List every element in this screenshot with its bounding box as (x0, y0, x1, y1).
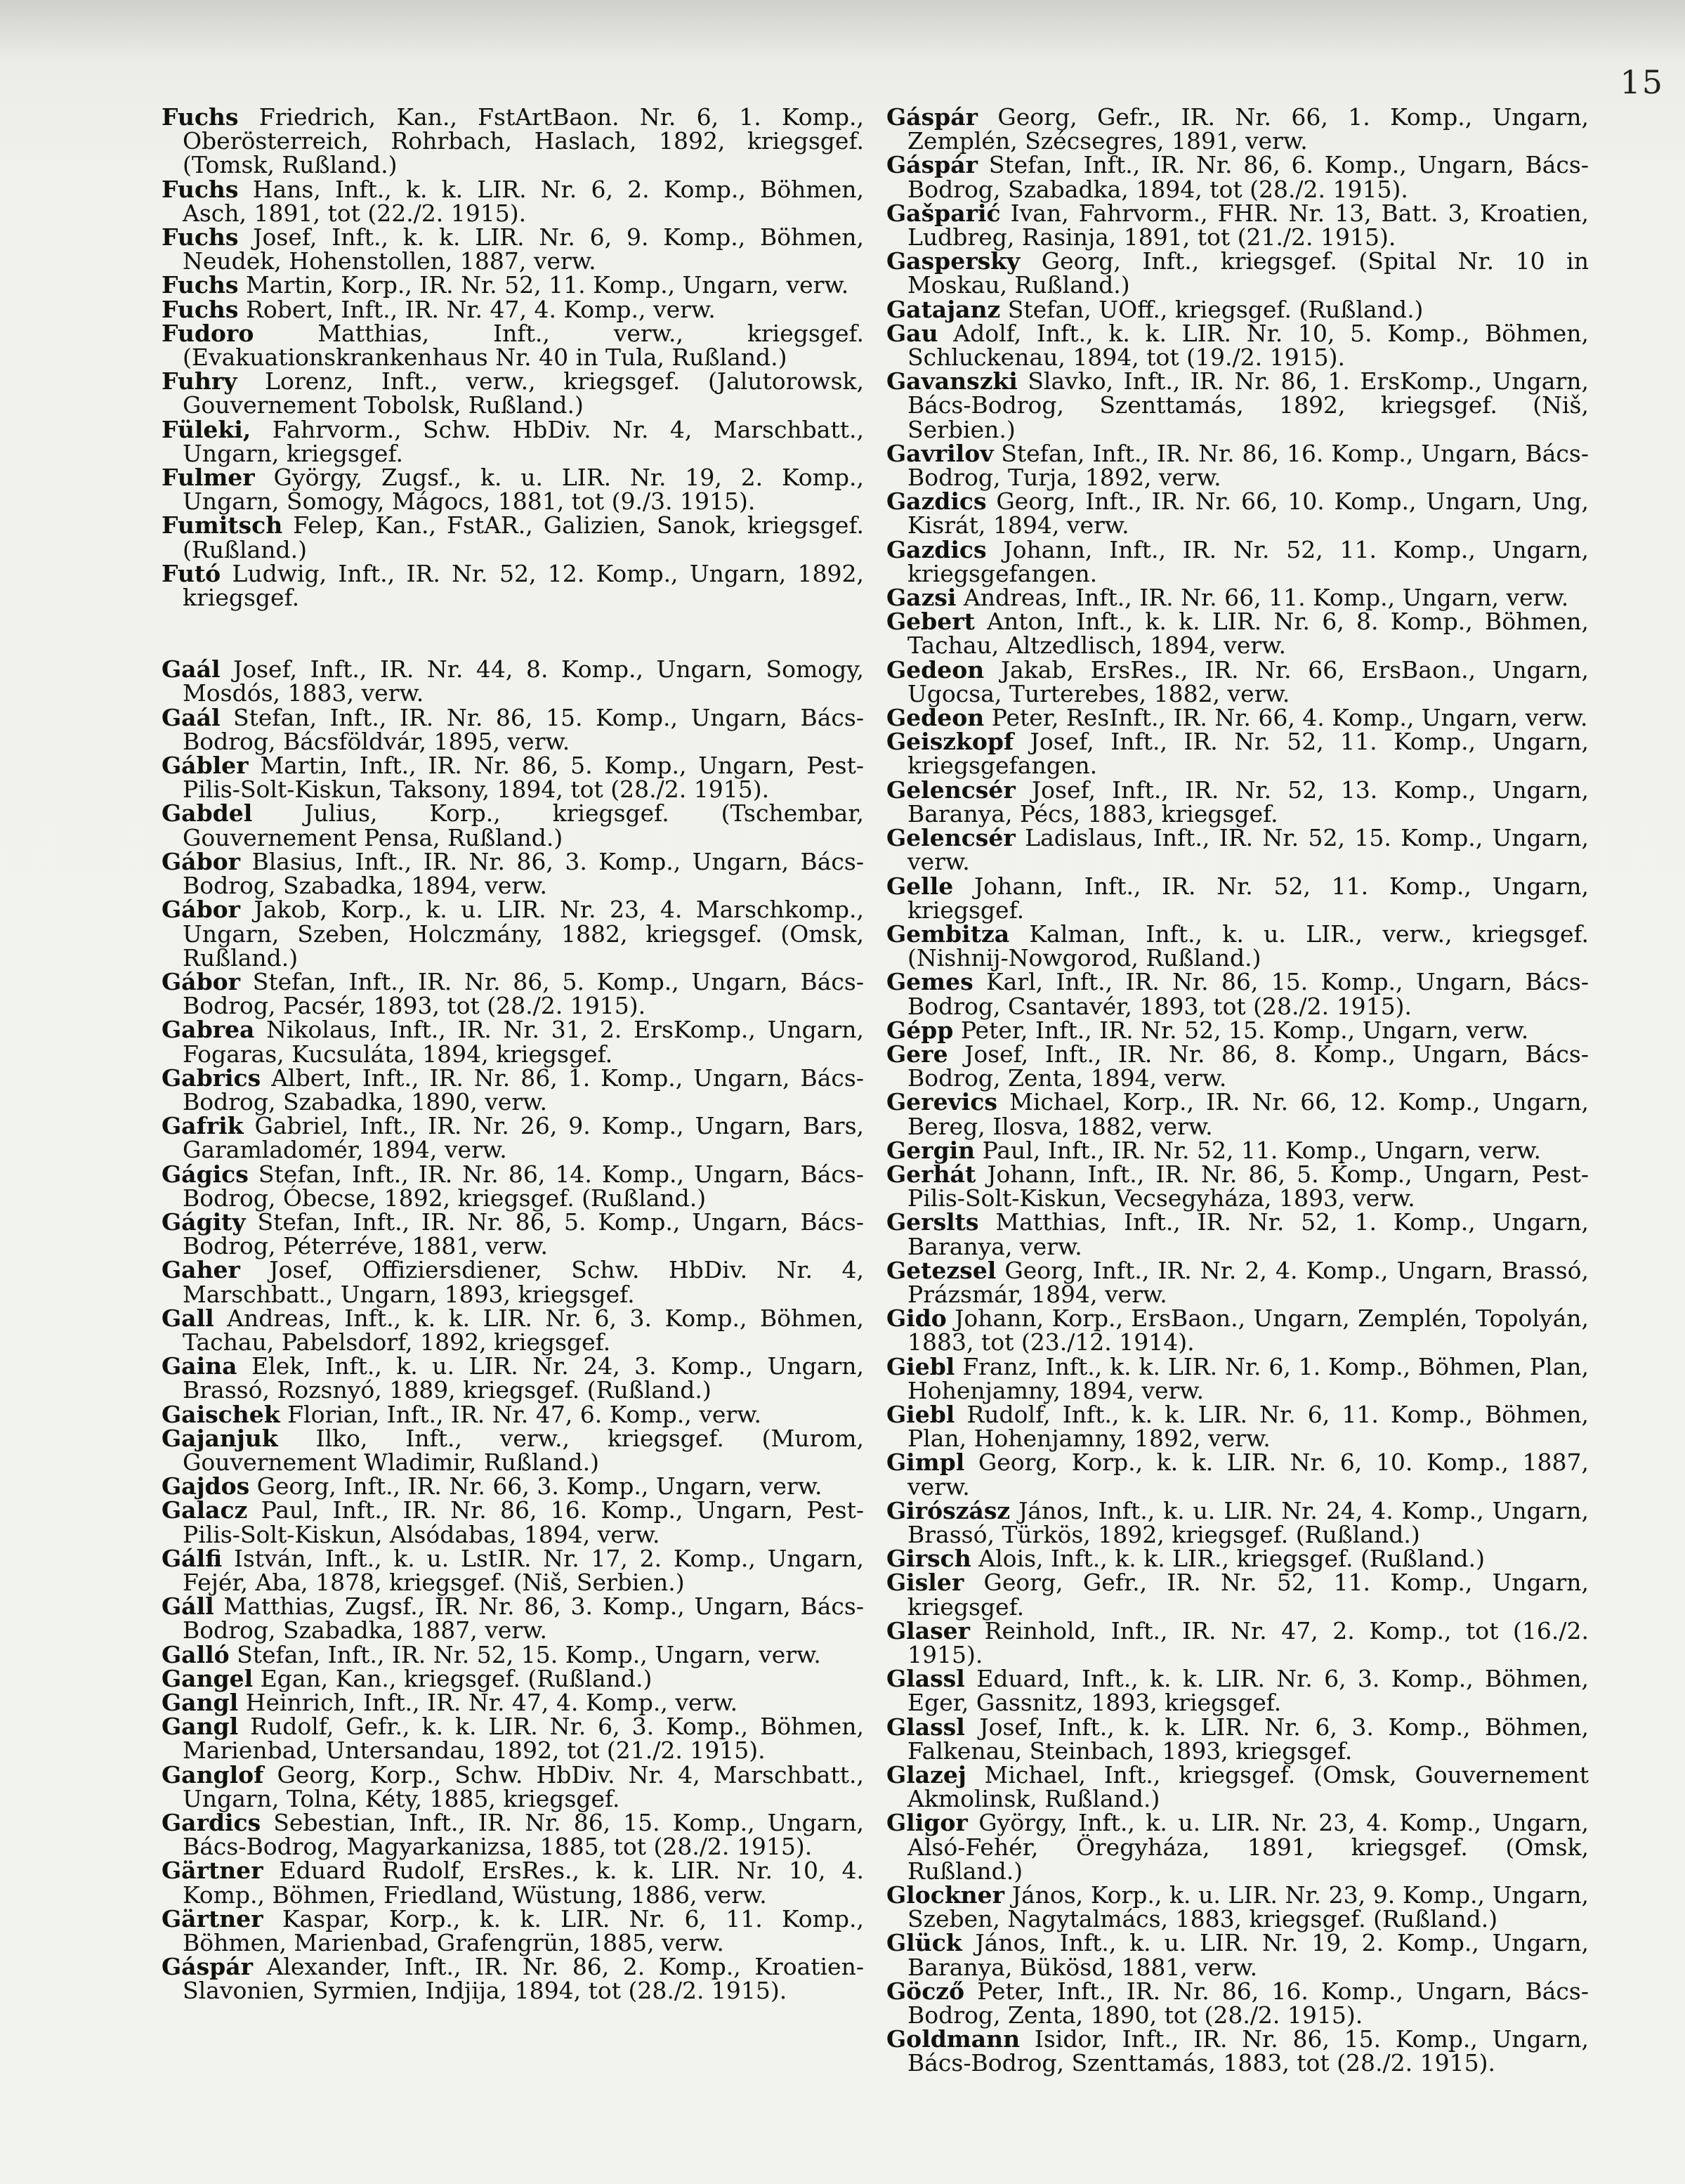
entry-surname: Gemes (886, 968, 973, 996)
register-entry (886, 1883, 1589, 1931)
entry-details: Jakab, ErsRes., IR. Nr. 66, ErsBaon., Ungarn, Ugocsa, Turterebes, 1882, verw. (907, 655, 1589, 707)
entry-details: Josef, Inft., IR. Nr. 86, 8. Komp., Ungarn, Bács-Bodrog, Zenta, 1894, verw. (907, 1040, 1589, 1092)
register-entry (162, 703, 864, 755)
entry-details: Martin, Korp., IR. Nr. 52, 11. Komp., Ungarn, verw. (238, 271, 849, 299)
register-entry (886, 1304, 1589, 1356)
entry-surname: Fuchs (162, 175, 239, 203)
entry-surname: Galló (162, 1640, 230, 1668)
entry-details: Josef, Inft., k. k. LIR. Nr. 6, 3. Komp., Böhmen, Falkenau, Steinbach, 1893, kriegsgef. (907, 1713, 1589, 1765)
entry-details: Stefan, Inft., IR. Nr. 86, 6. Komp., Ungarn, Bács-Bodrog, Szabadka, 1894, tot (28./2. 1915). (907, 151, 1589, 203)
entry-surname: Glück (886, 1929, 962, 1957)
entry-surname: Gelencsér (886, 776, 1016, 804)
entry-surname: Gazdics (886, 535, 987, 563)
entry-surname: Glassl (886, 1665, 965, 1693)
entry-details: Eduard Rudolf, ErsRes., k. k. LIR. Nr. 10, 4. Komp., Böhmen, Friedland, Wüstung, 1886, verw. (183, 1857, 864, 1909)
register-entry (886, 826, 1589, 874)
page-number: 15 (1620, 63, 1664, 101)
entry-details: Franz, Inft., k. k. LIR. Nr. 6, 1. Komp., Böhmen, Plan, Hohenjamny, 1894, verw. (907, 1352, 1589, 1404)
register-entry (162, 1811, 864, 1859)
register-entry (162, 1354, 864, 1402)
entry-details: Blasius, Inft., IR. Nr. 86, 3. Komp., Ungarn, Bács-Bodrog, Szabadka, 1894, verw. (183, 847, 864, 900)
entry-details: Jakob, Korp., k. u. LIR. Nr. 23, 4. Marschkomp., Ungarn, Szeben, Holczmány, 1882, kriegsgef. (Omsk, Rußland.) (183, 896, 864, 972)
register-entry (886, 1811, 1589, 1883)
entry-surname: Gido (886, 1304, 947, 1333)
entry-details: Georg, Inft., IR. Nr. 2, 4. Komp., Ungarn, Brassó, Prázsmár, 1894, verw. (907, 1256, 1589, 1308)
entry-surname: Fulmer (162, 464, 255, 492)
entry-details: Heinrich, Inft., IR. Nr. 47, 4. Komp., verw. (238, 1689, 738, 1716)
register-entry (162, 655, 864, 707)
register-entry (162, 1474, 864, 1498)
register-entry (886, 1400, 1589, 1453)
entry-surname: Getezsel (886, 1256, 997, 1284)
entry-details: Paul, Inft., IR. Nr. 52, 11. Komp., Ungarn, verw. (975, 1136, 1542, 1164)
entry-surname: Geiszkopf (886, 728, 1014, 756)
entry-details: Rudolf, Gefr., k. k. LIR. Nr. 6, 3. Komp., Böhmen, Marienbad, Untersandau, 1892, tot (21./2. 1915). (183, 1713, 864, 1765)
register-entry (162, 847, 864, 900)
entry-details: Johann, Korp., ErsBaon., Ungarn, Zemplén, Topolyán, 1883, tot (23./12. 1914). (907, 1304, 1589, 1356)
entry-details: Egan, Kan., kriegsgef. (Rußland.) (253, 1664, 653, 1692)
entry-details: Hans, Inft., k. k. LIR. Nr. 6, 2. Komp., Böhmen, Asch, 1891, tot (22./2. 1915). (183, 175, 864, 227)
entry-details: Josef, Offiziersdiener, Schw. HbDiv. Nr. 4, Marschbatt., Ungarn, 1893, kriegsgef. (183, 1256, 864, 1308)
register-entry (162, 1595, 864, 1642)
register-entry (886, 872, 1589, 924)
section-gap (162, 610, 864, 658)
entry-surname: Gazsi (886, 584, 957, 612)
register-entry (886, 1763, 1589, 1811)
entry-surname: Gavanszki (886, 367, 1018, 395)
register-entry (886, 367, 1589, 443)
register-entry (162, 1859, 864, 1907)
entry-details: Matthias, Inft., verw., kriegsgef. (Evakuationskrankenhaus Nr. 40 in Tula, Rußland.) (183, 319, 864, 372)
register-entry (886, 706, 1589, 730)
register-entry (886, 1931, 1589, 1979)
entry-surname: Gau (886, 319, 938, 347)
entry-surname: Gábler (162, 752, 249, 780)
entry-details: János, Inft., k. u. LIR. Nr. 24, 4. Komp., Ungarn, Brassó, Türkös, 1892, kriegsgef. (Rußland.) (907, 1496, 1589, 1548)
entry-details: Ludwig, Inft., IR. Nr. 52, 12. Komp., Ungarn, 1892, kriegsgef. (183, 559, 864, 612)
register-entry (162, 1760, 864, 1812)
entry-details: Elek, Inft., k. u. LIR. Nr. 24, 3. Komp., Ungarn, Brassó, Rozsnyó, 1889, kriegsgef. (Rußland.) (183, 1352, 864, 1404)
entry-surname: Gabdel (162, 799, 253, 828)
entry-details: Georg, Inft., IR. Nr. 66, 10. Komp., Ungarn, Ung, Kisrát, 1894, verw. (907, 488, 1589, 540)
entry-surname: Gábor (162, 967, 241, 995)
register-entry (162, 1066, 864, 1114)
register-entry (886, 1667, 1589, 1715)
entry-details: Peter, Inft., IR. Nr. 52, 15. Komp., Ungarn, verw. (953, 1016, 1529, 1044)
register-entry (886, 1547, 1589, 1571)
register-entry (162, 415, 864, 467)
register-entry (886, 1042, 1589, 1090)
entry-details: Julius, Korp., kriegsgef. (Tschembar, Gouvernement Pensa, Rußland.) (183, 799, 864, 851)
register-entry (162, 1664, 864, 1692)
entry-surname: Gligor (886, 1809, 968, 1837)
entry-surname: Futó (162, 559, 221, 587)
entry-details: Albert, Inft., IR. Nr. 86, 1. Komp., Ungarn, Bács-Bodrog, Szabadka, 1890, verw. (183, 1064, 864, 1116)
entry-details: Georg, Korp., Schw. HbDiv. Nr. 4, Marschbatt., Ungarn, Tolna, Kéty, 1885, kriegsgef. (183, 1760, 864, 1812)
entry-details: Ilko, Inft., verw., kriegsgef. (Murom, Gouvernement Wladimir, Rußland.) (183, 1424, 864, 1476)
entry-details: Josef, Inft., IR. Nr. 44, 8. Komp., Ungarn, Somogy, Mosdós, 1883, verw. (183, 655, 864, 707)
register-entry (886, 970, 1589, 1018)
entry-details: Stefan, Inft., IR. Nr. 86, 14. Komp., Ungarn, Bács-Bodrog, Óbecse, 1892, kriegsgef. (Rußland.) (183, 1160, 864, 1212)
entry-details: Michael, Korp., IR. Nr. 66, 12. Komp., Ungarn, Bereg, Ilosva, 1882, verw. (907, 1088, 1589, 1140)
entry-surname: Fuchs (162, 271, 239, 299)
entry-details: János, Inft., k. u. LIR. Nr. 19, 2. Komp., Ungarn, Baranya, Bükösd, 1881, verw. (907, 1929, 1589, 1981)
entry-surname: Gáspár (886, 151, 978, 179)
register-entry (162, 967, 864, 1020)
register-entry (162, 466, 864, 514)
entry-details: György, Zugsf., k. u. LIR. Nr. 19, 2. Komp., Ungarn, Somogy, Mágocs, 1881, tot (9./3. 1915). (183, 464, 864, 516)
entry-details: Friedrich, Kan., FstArtBaon. Nr. 6, 1. Komp., Oberösterreich, Rohrbach, Haslach, 1892, kriegsgef. (Tomsk, Rußland.) (183, 103, 864, 179)
entry-surname: Gatajanz (886, 295, 1001, 323)
entry-details: György, Inft., k. u. LIR. Nr. 23, 4. Komp., Ungarn, Alsó-Fehér, Öregyháza, 1891, kriegsgef. (Omsk, Rußland.) (907, 1809, 1589, 1885)
entry-details: Felep, Kan., FstAR., Galizien, Sanok, kriegsgef. (Rußland.) (183, 511, 864, 563)
entry-surname: Gangl (162, 1689, 239, 1716)
register-entry (162, 1544, 864, 1596)
entry-surname: Fuhry (162, 367, 237, 395)
entry-details: Nikolaus, Inft., IR. Nr. 31, 2. ErsKomp., Ungarn, Fogaras, Kucsuláta, 1894, kriegsgef. (183, 1016, 864, 1068)
entry-surname: Fuchs (162, 295, 239, 323)
entry-surname: Gajanjuk (162, 1424, 278, 1452)
entry-surname: Gáspár (886, 103, 978, 131)
register-entry (886, 730, 1589, 778)
register-entry (162, 1304, 864, 1356)
entry-surname: Gágity (162, 1208, 246, 1236)
register-entry (162, 225, 864, 273)
entry-details: Matthias, Inft., IR. Nr. 52, 1. Komp., Ungarn, Baranya, verw. (907, 1208, 1589, 1260)
entry-details: Sebestian, Inft., IR. Nr. 86, 15. Komp., Ungarn, Bács-Bodrog, Magyarkanizsa, 1885, tot (28./2. 1915). (183, 1809, 864, 1861)
entry-details: Robert, Inft., IR. Nr. 47, 4. Komp., verw. (238, 295, 716, 323)
entry-details: Ivan, Fahrvorm., FHR. Nr. 13, Batt. 3, Kroatien, Ludbreg, Rasinja, 1891, tot (21./2. 1915). (907, 199, 1589, 251)
entry-details: Stefan, Inft., IR. Nr. 86, 5. Komp., Ungarn, Bács-Bodrog, Péterréve, 1881, verw. (183, 1208, 864, 1260)
entry-surname: Gajdos (162, 1472, 250, 1500)
entry-details: Peter, ResInft., IR. Nr. 66, 4. Komp., Ungarn, verw. (984, 704, 1588, 732)
register-entry (162, 1640, 864, 1668)
register-entry (886, 1977, 1589, 2029)
entry-surname: Gimpl (886, 1449, 965, 1477)
right-column (886, 105, 1589, 2076)
entry-details: Gabriel, Inft., IR. Nr. 26, 9. Komp., Ungarn, Bars, Garamladomér, 1894, verw. (183, 1112, 864, 1164)
entry-surname: Gangel (162, 1664, 254, 1692)
entry-details: Georg, Inft., kriegsgef. (Spital Nr. 10 in Moskau, Rußland.) (907, 247, 1589, 299)
register-entry (886, 105, 1589, 153)
entry-surname: Gardics (162, 1809, 261, 1837)
entry-surname: Gergin (886, 1136, 976, 1164)
register-entry (162, 1160, 864, 1212)
entry-surname: Glassl (886, 1713, 965, 1741)
entry-surname: Gafrik (162, 1112, 244, 1140)
register-entry (162, 1018, 864, 1066)
register-entry (162, 898, 864, 970)
entry-details: Rudolf, Inft., k. k. LIR. Nr. 6, 11. Komp., Böhmen, Plan, Hohenjamny, 1892, verw. (907, 1400, 1589, 1453)
entry-details: János, Korp., k. u. LIR. Nr. 23, 9. Komp., Ungarn, Szeben, Nagytalmács, 1883, kriegsgef. (Rußland.) (907, 1881, 1589, 1933)
entry-details: Stefan, Inft., IR. Nr. 86, 15. Komp., Ungarn, Bács-Bodrog, Bácsföldvár, 1895, verw. (183, 703, 864, 755)
entry-details: Johann, Inft., IR. Nr. 52, 11. Komp., Ungarn, kriegsgefangen. (907, 535, 1589, 587)
entry-surname: Girsch (886, 1545, 971, 1573)
register-entry (886, 199, 1589, 251)
entry-surname: Gabrea (162, 1016, 255, 1044)
entry-surname: Fuchs (162, 103, 239, 131)
entry-details: Georg, Inft., IR. Nr. 66, 3. Komp., Ungarn, verw. (249, 1472, 822, 1500)
entry-details: Slavko, Inft., IR. Nr. 86, 1. ErsKomp., Ungarn, Bács-Bodrog, Szenttamás, 1892, kriegsgef. (Niš, Serbien.) (907, 367, 1589, 443)
register-entry (162, 511, 864, 563)
entry-details: Reinhold, Inft., IR. Nr. 47, 2. Komp., tot (16./2. 1915). (907, 1616, 1589, 1668)
register-entry (886, 295, 1589, 323)
entry-surname: Gerslts (886, 1208, 979, 1236)
entry-surname: Gaál (162, 703, 221, 731)
entry-surname: Gaischek (162, 1400, 280, 1428)
entry-details: Matthias, Zugsf., IR. Nr. 86, 3. Komp., Ungarn, Bács-Bodrog, Szabadka, 1887, verw. (183, 1593, 864, 1644)
entry-surname: Glaser (886, 1616, 971, 1644)
register-entry (886, 1256, 1589, 1308)
entry-surname: Gelle (886, 872, 954, 900)
entry-details: Peter, Inft., IR. Nr. 86, 16. Komp., Ungarn, Bács-Bodrog, Zenta, 1890, tot (28./2. 1915). (907, 1977, 1589, 2029)
register-entry (886, 1496, 1589, 1548)
register-entry (162, 1114, 864, 1162)
entry-surname: Gábor (162, 896, 241, 924)
register-entry (886, 488, 1589, 540)
entry-details: Georg, Korp., k. k. LIR. Nr. 6, 10. Komp., 1887, verw. (907, 1449, 1589, 1500)
entry-surname: Gisler (886, 1569, 964, 1597)
register-entry (162, 1904, 864, 1957)
register-entry (886, 655, 1589, 707)
register-entry (162, 319, 864, 372)
entry-details: Johann, Inft., IR. Nr. 52, 11. Komp., Ungarn, kriegsgef. (907, 872, 1589, 924)
entry-details: Martin, Inft., IR. Nr. 86, 5. Komp., Ungarn, Pest-Pilis-Solt-Kiskun, Taksony, 1894, tot (28./2. 1915). (183, 752, 864, 804)
entry-surname: Glockner (886, 1881, 1005, 1909)
entry-details: Josef, Inft., IR. Nr. 52, 11. Komp., Ungarn, kriegsgefangen. (907, 728, 1589, 780)
entry-surname: Gedeon (886, 704, 985, 732)
entry-details: Adolf, Inft., k. k. LIR. Nr. 10, 5. Komp., Böhmen, Schluckenau, 1894, tot (19./2. 1915). (907, 319, 1589, 372)
entry-details: Paul, Inft., IR. Nr. 86, 16. Komp., Ungarn, Pest-Pilis-Solt-Kiskun, Alsódabas, 1894, verw. (183, 1496, 864, 1548)
entry-surname: Galacz (162, 1496, 248, 1524)
entry-surname: Gáspár (162, 1953, 253, 1981)
register-entry (886, 1090, 1589, 1138)
register-entry (162, 273, 864, 297)
entry-surname: Gere (886, 1040, 948, 1068)
entry-surname: Gangl (162, 1713, 239, 1741)
entry-details: Alexander, Inft., IR. Nr. 86, 2. Komp., Kroatien-Slavonien, Syrmien, Indjija, 1894, tot (28./2. 1915). (183, 1953, 864, 2005)
entry-surname: Gerhát (886, 1160, 976, 1188)
entry-surname: Goldmann (886, 2025, 1021, 2053)
entry-details: Anton, Inft., k. k. LIR. Nr. 6, 8. Komp., Böhmen, Tachau, Altzedlisch, 1894, verw. (907, 608, 1589, 660)
register-entry (162, 175, 864, 227)
entry-details: István, Inft., k. u. LstIR. Nr. 17, 2. Komp., Ungarn, Fejér, Aba, 1878, kriegsgef. (Niš, Serbien.) (183, 1544, 864, 1596)
register-entry (886, 922, 1589, 970)
entry-surname: Giebl (886, 1400, 955, 1428)
entry-surname: Gall (162, 1304, 214, 1332)
entry-details: Stefan, UOff., kriegsgef. (Rußland.) (1000, 295, 1424, 323)
register-entry (886, 1571, 1589, 1619)
entry-surname: Gaspersky (886, 247, 1021, 275)
register-entry (886, 2027, 1589, 2075)
entry-surname: Gavrilov (886, 439, 994, 467)
entry-details: Georg, Gefr., IR. Nr. 66, 1. Komp., Ungarn, Zemplén, Szécsegres, 1891, verw. (907, 103, 1589, 155)
entry-details: Eduard, Inft., k. k. LIR. Nr. 6, 3. Komp., Böhmen, Eger, Gassnitz, 1893, kriegsgef. (907, 1665, 1589, 1717)
entry-details: Josef, Inft., k. k. LIR. Nr. 6, 9. Komp., Böhmen, Neudek, Hohenstollen, 1887, verw. (183, 223, 864, 275)
register-entry (162, 1258, 864, 1306)
entry-details: Alois, Inft., k. k. LIR., kriegsgef. (Rußland.) (971, 1545, 1486, 1573)
entry-surname: Gärtner (162, 1904, 263, 1933)
entry-surname: Gaher (162, 1256, 240, 1284)
register-entry (886, 439, 1589, 492)
entry-surname: Gaina (162, 1352, 237, 1380)
entry-surname: Gelencsér (886, 824, 1016, 852)
entry-details: Stefan, Inft., IR. Nr. 52, 15. Komp., Ungarn, verw. (229, 1640, 821, 1668)
register-entry (886, 153, 1589, 201)
register-entry (162, 1691, 864, 1715)
entry-surname: Gaál (162, 655, 221, 684)
register-entry (162, 295, 864, 323)
entry-details: Florian, Inft., IR. Nr. 47, 6. Komp., verw. (280, 1400, 762, 1428)
entry-surname: Fuchs (162, 223, 239, 251)
entry-details: Andreas, Inft., IR. Nr. 66, 11. Komp., Ungarn, verw. (956, 584, 1569, 612)
register-entry (886, 610, 1589, 658)
register-entry (886, 1616, 1589, 1668)
register-entry (162, 1210, 864, 1258)
entry-surname: Gedeon (886, 655, 985, 684)
entry-details: Kaspar, Korp., k. k. LIR. Nr. 6, 11. Komp., Böhmen, Marienbad, Grafengrün, 1885, verw. (183, 1904, 864, 1957)
entry-surname: Glazej (886, 1761, 966, 1789)
entry-details: Isidor, Inft., IR. Nr. 86, 15. Komp., Ungarn, Bács-Bodrog, Szenttamás, 1883, tot (28./2. 1915). (907, 2025, 1589, 2077)
register-entry (162, 559, 864, 612)
entry-details: Kalman, Inft., k. u. LIR., verw., kriegsgef. (Nishnij-Nowgorod, Rußland.) (907, 920, 1589, 972)
entry-details: Andreas, Inft., k. k. LIR. Nr. 6, 3. Komp., Böhmen, Tachau, Pabelsdorf, 1892, kriegsgef. (183, 1304, 864, 1356)
register-entry (886, 535, 1589, 587)
entry-surname: Gáll (162, 1593, 214, 1621)
register-entry (886, 1451, 1589, 1498)
entry-details: Stefan, Inft., IR. Nr. 86, 5. Komp., Ungarn, Bács-Bodrog, Pacsér, 1893, tot (28./2. 1915). (183, 967, 864, 1020)
entry-surname: Gebert (886, 608, 975, 636)
register-entry (886, 249, 1589, 297)
entry-surname: Gágics (162, 1160, 249, 1188)
entry-details: Josef, Inft., IR. Nr. 52, 13. Komp., Ungarn, Baranya, Pécs, 1883, kriegsgef. (907, 776, 1589, 828)
entry-surname: Gerevics (886, 1088, 997, 1116)
register-entry (162, 367, 864, 419)
entry-surname: Giebl (886, 1352, 955, 1380)
register-entry (886, 1352, 1589, 1404)
entry-surname: Girószász (886, 1496, 1011, 1524)
register-entry (162, 1424, 864, 1476)
register-entry (886, 778, 1589, 826)
entry-details: Michael, Inft., kriegsgef. (Omsk, Gouvernement Akmolinsk, Rußland.) (907, 1761, 1589, 1813)
register-entry (162, 799, 864, 851)
entry-details: Karl, Inft., IR. Nr. 86, 15. Komp., Ungarn, Bács-Bodrog, Csantavér, 1893, tot (28./2. 1915). (907, 968, 1589, 1020)
left-column (162, 105, 864, 2003)
entry-surname: Gálfi (162, 1544, 223, 1572)
entry-details: Fahrvorm., Schw. HbDiv. Nr. 4, Marschbatt., Ungarn, kriegsgef. (183, 415, 864, 467)
entry-details: Lorenz, Inft., verw., kriegsgef. (Jalutorowsk, Gouvernement Tobolsk, Rußland.) (183, 367, 864, 419)
entry-details: Georg, Gefr., IR. Nr. 52, 11. Komp., Ungarn, kriegsgef. (907, 1569, 1589, 1621)
entry-details: Ladislaus, Inft., IR. Nr. 52, 15. Komp., Ungarn, verw. (907, 824, 1589, 876)
entry-surname: Gazdics (886, 488, 987, 516)
register-entry (886, 319, 1589, 372)
register-entry (162, 1955, 864, 2003)
entry-surname: Gabrics (162, 1064, 261, 1092)
register-entry (886, 1136, 1589, 1164)
entry-details: Stefan, Inft., IR. Nr. 86, 16. Komp., Ungarn, Bács-Bodrog, Turja, 1892, verw. (907, 439, 1589, 492)
register-entry (162, 1400, 864, 1428)
entry-surname: Fumitsch (162, 511, 283, 540)
register-entry (162, 105, 864, 178)
register-entry (886, 1210, 1589, 1258)
entry-surname: Gépp (886, 1016, 954, 1044)
entry-details: Johann, Inft., IR. Nr. 86, 5. Komp., Ungarn, Pest-Pilis-Solt-Kiskun, Vecsegyháza, 1893, verw. (907, 1160, 1589, 1212)
register-entry (162, 1498, 864, 1546)
register-entry (886, 586, 1589, 610)
register-entry (162, 1715, 864, 1763)
entry-surname: Füleki, (162, 415, 251, 443)
register-entry (886, 1160, 1589, 1212)
entry-surname: Gärtner (162, 1857, 263, 1885)
register-entry (886, 1715, 1589, 1763)
register-entry (886, 1016, 1589, 1044)
register-entry (162, 754, 864, 802)
entry-surname: Ganglof (162, 1760, 264, 1789)
entry-surname: Göcző (886, 1977, 965, 2005)
entry-surname: Gašparić (886, 199, 1001, 227)
entry-surname: Gembitza (886, 920, 1010, 948)
entry-surname: Fudoro (162, 319, 254, 347)
entry-surname: Gábor (162, 847, 241, 875)
